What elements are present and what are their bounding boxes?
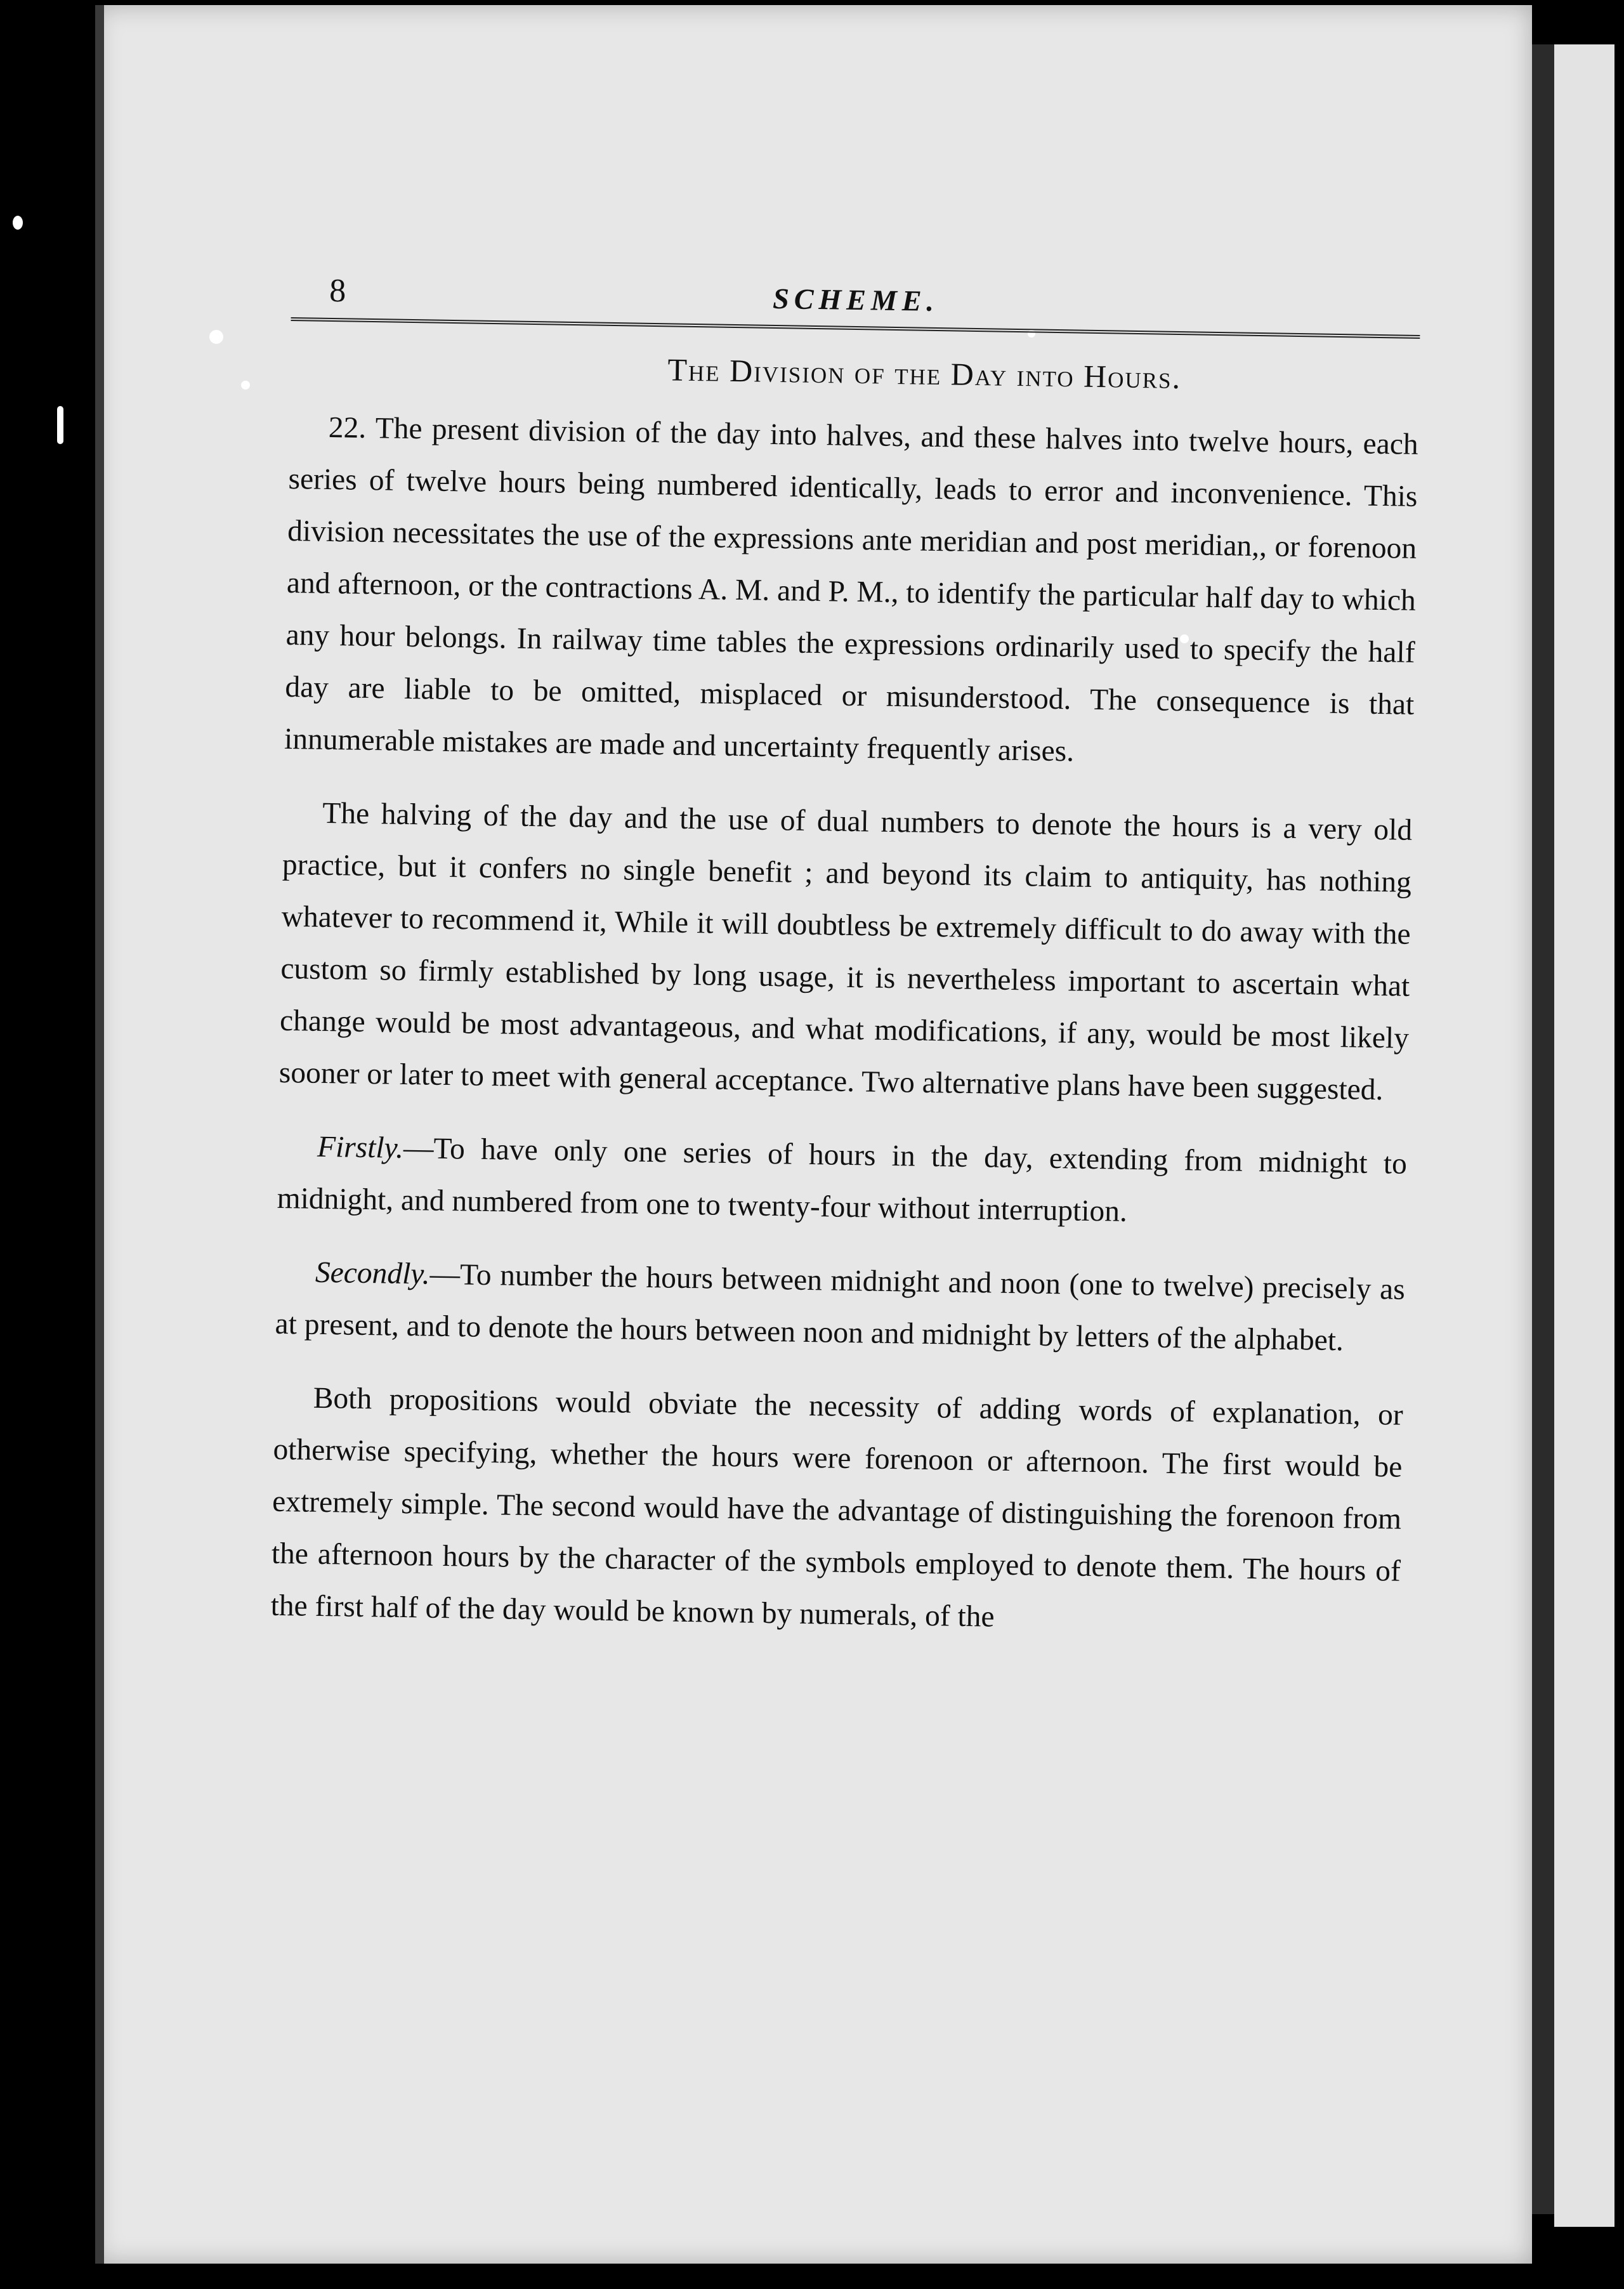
paragraph [270, 1372, 1403, 1650]
page-content [270, 260, 1421, 1671]
paragraph-lead: Secondly. [315, 1256, 431, 1291]
section-title: The Division of the Day into Hours. [667, 351, 1182, 396]
page-left-edge [95, 5, 104, 2264]
book-binding [1532, 44, 1554, 2214]
page-number: 8 [329, 272, 346, 310]
paragraph [275, 1246, 1405, 1368]
paragraph-text: 22. The present division of the day into halves, and these halves into twelve hours, each series of twelve hours being numbered identically, leads to error and inconvenience. This division necessitates the use of the expressions ante meridian and post meridian,, or forenoon and afternoon, or the contractions A. M. and P. M., to identify the particular half day to which any hour belongs. In railway time tables the expressions ordinarily used to specify the half day are liable to be omitted, misplaced or misunderstood. The consequence is that innumerable mistakes are made and uncertainty frequently arises. [284, 410, 1419, 768]
paragraph-text: —To number the hours between midnight and noon (one to twelve) precisely as at present, and to denote the hours between noon and midnight by letters of the alphabet. [275, 1257, 1406, 1358]
paragraph [284, 401, 1418, 783]
paragraph [277, 1120, 1407, 1242]
adjacent-page-edge [1554, 44, 1614, 2227]
paragraph-lead: Firstly. [317, 1130, 404, 1165]
paragraph-text: —To have only one series of hours in the day, extending from midnight to midnight, and numbered from one to twenty-four without interruption. [277, 1131, 1408, 1228]
running-head: SCHEME. [772, 282, 940, 318]
paragraph-text: Both propositions would obviate the necessity of adding words of explanation, or otherwise specifying, whether the hours were forenoon or afternoon. The first would be extremely simple. The second would have the advantage of distinguishing the forenoon from the afternoon hours by the character of the symbols employed to denote them. The hours of the first half of the day would be known by numerals, of the [270, 1381, 1404, 1634]
paragraph [278, 787, 1413, 1117]
paragraph-text: The halving of the day and the use of dual numbers to denote the hours is a very old practice, but it confers no single benefit ; and beyond its claim to antiquity, has nothing whatever to recommend it, While it will doubtless be extremely difficult to do away with the custom so firmly established by long usage, it is nevertheless important to ascertain what change would be most advantageous, and what modifications, if any, would be most likely sooner or later to meet with general acceptance. Two alternative plans have been suggested. [278, 796, 1413, 1107]
